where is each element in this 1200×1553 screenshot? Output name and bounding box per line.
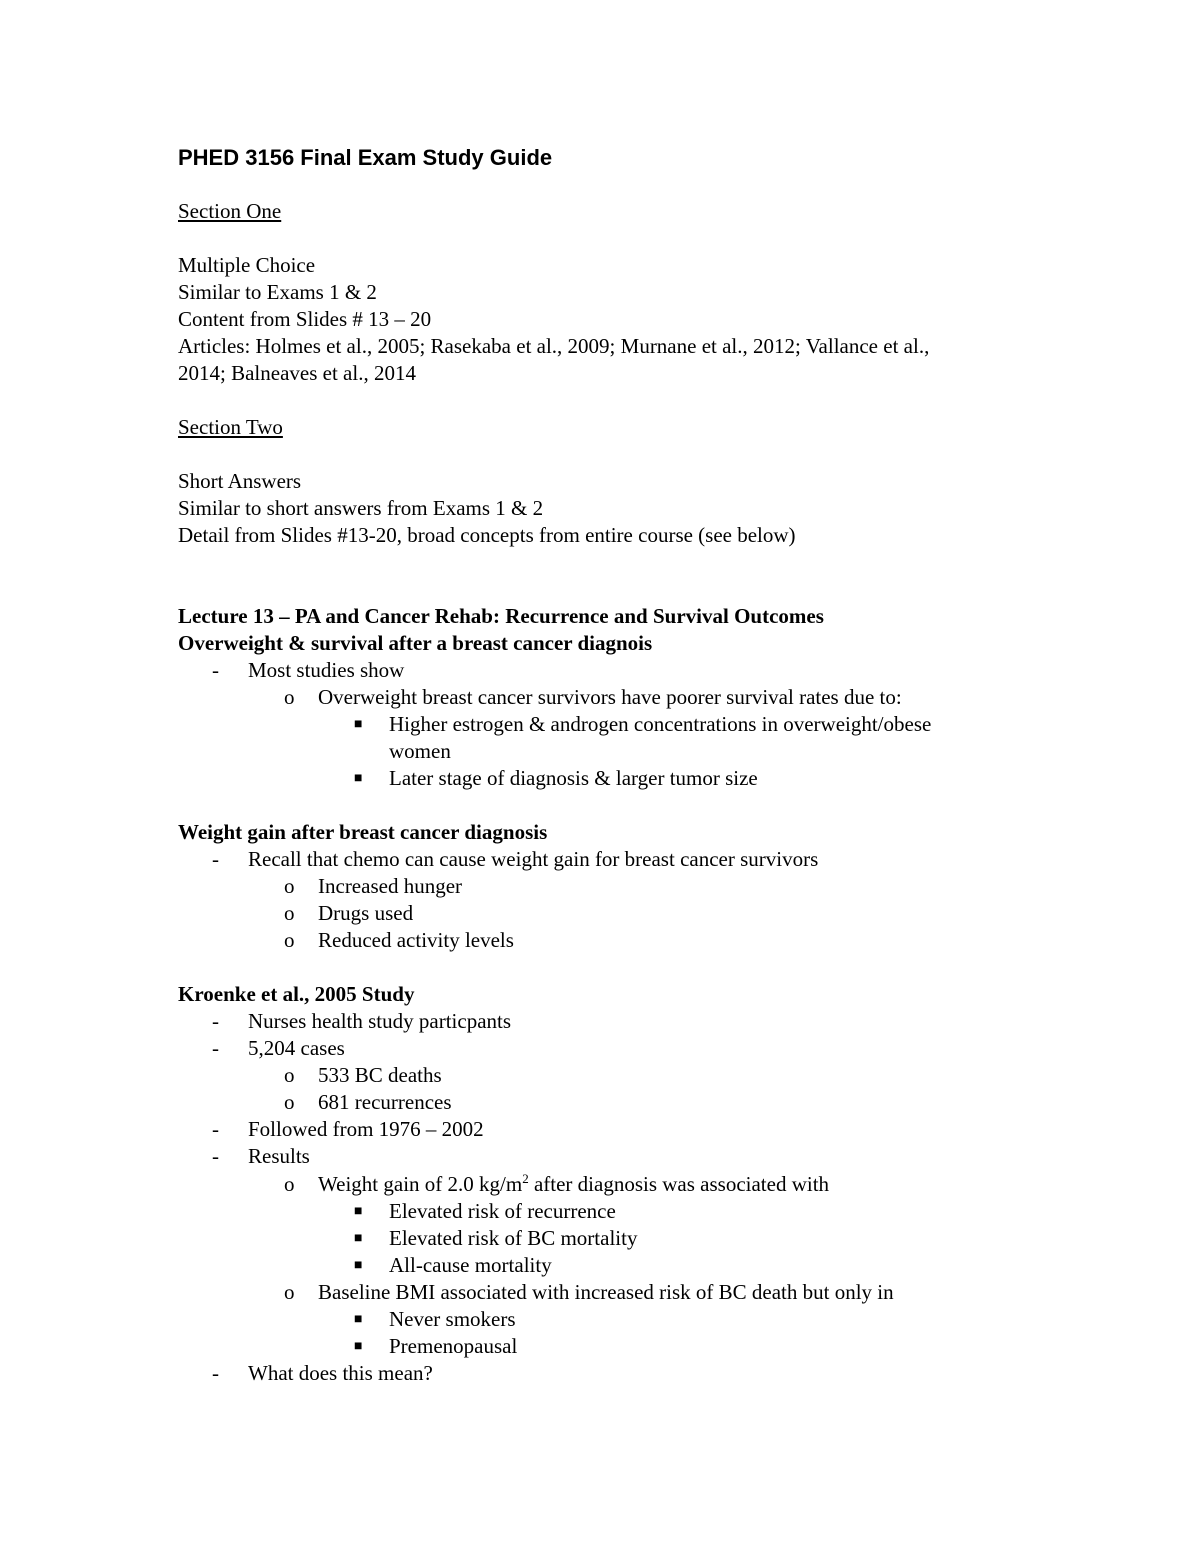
- square-bullet: ■: [354, 1204, 363, 1219]
- list-item: 533 BC deaths: [318, 1063, 442, 1087]
- lecture-heading: Lecture 13 – PA and Cancer Rehab: Recurrence and Survival Outcomes: [178, 604, 824, 628]
- list-item: Baseline BMI associated with increased risk of BC death but only in: [318, 1280, 894, 1304]
- list-item: 5,204 cases: [248, 1036, 345, 1060]
- dash-bullet: -: [212, 1361, 219, 1385]
- section-one-line: Multiple Choice: [178, 253, 316, 277]
- dash-bullet: -: [212, 658, 219, 682]
- section-two-heading: Section Two: [178, 415, 283, 439]
- square-bullet: ■: [354, 1312, 363, 1327]
- square-bullet: ■: [354, 1339, 363, 1354]
- section-two-line: Detail from Slides #13-20, broad concepts from entire course (see below): [178, 523, 796, 547]
- section-one-line: Articles: Holmes et al., 2005; Rasekaba et al., 2009; Murnane et al., 2012; Vallance et al.,: [178, 334, 930, 358]
- list-item: Nurses health study particpants: [248, 1009, 512, 1033]
- list-item: Most studies show: [248, 658, 405, 682]
- circle-bullet: o: [284, 1090, 295, 1114]
- text-segment: Weight gain of 2.0 kg/m: [318, 1172, 523, 1196]
- list-item: Recall that chemo can cause weight gain for breast cancer survivors: [248, 847, 819, 871]
- list-item: Results: [248, 1144, 310, 1168]
- list-item: Followed from 1976 – 2002: [248, 1117, 484, 1141]
- circle-bullet: o: [284, 874, 295, 898]
- dash-bullet: -: [212, 1117, 219, 1141]
- section-two-line: Similar to short answers from Exams 1 & 2: [178, 496, 544, 520]
- weight-gain-heading: Weight gain after breast cancer diagnosis: [178, 820, 548, 844]
- superscript: 2: [522, 1171, 529, 1186]
- dash-bullet: -: [212, 847, 219, 871]
- list-item: Reduced activity levels: [318, 928, 514, 952]
- list-item: Overweight breast cancer survivors have poorer survival rates due to:: [318, 685, 902, 709]
- list-item: What does this mean?: [248, 1361, 433, 1385]
- list-item: [318, 1171, 829, 1198]
- square-bullet: ■: [354, 771, 363, 786]
- square-bullet: ■: [354, 1231, 363, 1246]
- list-item: Never smokers: [389, 1307, 516, 1331]
- list-item: Elevated risk of recurrence: [389, 1199, 616, 1223]
- text-segment: after diagnosis was associated with: [528, 1172, 830, 1196]
- circle-bullet: o: [284, 685, 295, 709]
- section-one-line: Content from Slides # 13 – 20: [178, 307, 432, 331]
- section-one-line: Similar to Exams 1 & 2: [178, 280, 377, 304]
- document-title: PHED 3156 Final Exam Study Guide: [178, 145, 553, 170]
- dash-bullet: -: [212, 1144, 219, 1168]
- circle-bullet: o: [284, 928, 295, 952]
- section-one-heading: Section One: [178, 199, 282, 223]
- list-item: Drugs used: [318, 901, 414, 925]
- section-two-line: Short Answers: [178, 469, 302, 493]
- square-bullet: ■: [354, 717, 363, 732]
- circle-bullet: o: [284, 1280, 295, 1304]
- list-item: 681 recurrences: [318, 1090, 452, 1114]
- overweight-heading: Overweight & survival after a breast cancer diagnois: [178, 631, 653, 655]
- section-one-line: 2014; Balneaves et al., 2014: [178, 361, 416, 385]
- list-item: Elevated risk of BC mortality: [389, 1226, 638, 1250]
- dash-bullet: -: [212, 1009, 219, 1033]
- circle-bullet: o: [284, 1172, 295, 1196]
- list-item: All-cause mortality: [389, 1253, 552, 1277]
- list-item: Higher estrogen & androgen concentrations in overweight/obese: [389, 712, 932, 736]
- square-bullet: ■: [354, 1258, 363, 1273]
- list-item-continued: women: [389, 739, 451, 763]
- list-item: Premenopausal: [389, 1334, 518, 1358]
- circle-bullet: o: [284, 901, 295, 925]
- kroenke-heading: Kroenke et al., 2005 Study: [178, 982, 415, 1006]
- list-item: Increased hunger: [318, 874, 463, 898]
- dash-bullet: -: [212, 1036, 219, 1060]
- circle-bullet: o: [284, 1063, 295, 1087]
- list-item: Later stage of diagnosis & larger tumor size: [389, 766, 758, 790]
